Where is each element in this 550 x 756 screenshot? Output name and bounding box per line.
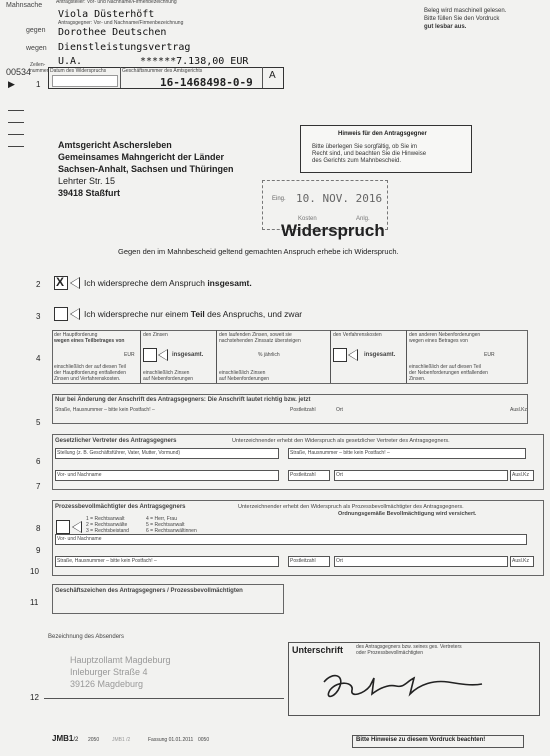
- col5-foot1: einschließlich der auf diesen Teil: [409, 364, 481, 370]
- row-marker-icon: ▶: [8, 79, 15, 89]
- section8-ausl-label: Ausl.Kz: [512, 558, 529, 564]
- row-number-8: 8: [36, 524, 41, 533]
- hint-line2: Recht sind, und beachten Sie die Hinweise: [312, 151, 427, 157]
- section5-street-label: Straße, Hausnummer – bitte kein Postfach! –: [55, 407, 155, 413]
- hint-line3: des Gerichts zum Mahnbescheid.: [312, 158, 402, 164]
- antragsteller-label: Antragsteller: Vor- und Nachname/Firmenbezeichnung: [56, 0, 177, 5]
- row-number-10: 10: [30, 567, 39, 576]
- note-line1: Beleg wird maschinell gelesen.: [424, 8, 507, 14]
- section6-street-field[interactable]: [288, 448, 526, 459]
- ua-value: U.A.: [58, 56, 83, 67]
- partial-objection-checkbox[interactable]: [54, 307, 68, 321]
- opt1: 1 = Rechtsanwalt: [86, 516, 125, 522]
- section8-name-field[interactable]: [55, 534, 527, 545]
- hint-title: Hinweis für den Antragsgegner: [338, 131, 427, 137]
- note-line2: Bitte füllen Sie den Vordruck: [424, 16, 500, 22]
- row-number-2: 2: [36, 280, 41, 289]
- col5-head2: wegen eines Betrages von: [409, 338, 468, 344]
- section5-ort-label: Ort: [336, 407, 343, 413]
- section8-street-label: Straße, Hausnummer – bitte kein Postfach! –: [57, 558, 157, 564]
- col2-check-label: insgesamt.: [172, 352, 204, 358]
- zeilen-label: Zeilen-nummer: [30, 62, 49, 74]
- page-title: Widerspruch: [281, 221, 385, 240]
- col2-head: den Zinsen: [143, 332, 168, 338]
- col1-foot3: Zinsen und Verfahrenskosten.: [54, 376, 121, 382]
- section8-name-label: Vor- und Nachname: [57, 536, 102, 542]
- zeilen-stamp: 00534: [6, 67, 32, 77]
- section6-ort-label: Ort: [336, 472, 343, 478]
- col4-head: den Verfahrenskosten: [333, 332, 382, 338]
- section8-ausl-field[interactable]: [510, 556, 534, 567]
- section6-street-label: Straße, Hausnummer – bitte kein Postfach! –: [290, 450, 390, 456]
- col3-head2: nachstehenden Zinssatz übersteigen: [219, 338, 301, 344]
- address-line5: 39418 Staßfurt: [58, 188, 121, 198]
- zinsen-checkbox[interactable]: [143, 348, 157, 362]
- datum-label: Datum des Widerspruchs: [50, 68, 107, 74]
- antragsteller-name: Viola Düsterhöft: [58, 9, 155, 20]
- section8-plz-label: Postleitzahl: [290, 558, 316, 564]
- col1-unit: EUR: [124, 352, 135, 358]
- address-line1: Amtsgericht Aschersleben: [58, 140, 172, 150]
- mahnsache-label: Mahnsache: [6, 2, 43, 9]
- opt5: 5 = Rechtsanwalt: [146, 522, 185, 528]
- hint-line1: Bitte überlegen Sie sorgfältig, ob Sie im: [312, 144, 418, 150]
- opt3: 3 = Rechtsbeistand: [86, 528, 129, 534]
- section6-ausl-label: Ausl.Kz: [512, 472, 529, 478]
- row-number-5: 5: [36, 418, 41, 427]
- row-number-1: 1: [36, 80, 41, 89]
- col5-head1: den anderen Nebenforderungen: [409, 332, 481, 338]
- stamp-eing: Eing.: [272, 196, 286, 202]
- sender-line1: Hauptzollamt Magdeburg: [70, 655, 171, 665]
- wegen-label: wegen: [26, 45, 47, 52]
- section5-ausl-label: Ausl.Kz: [510, 407, 527, 413]
- row-number-6: 6: [36, 457, 41, 466]
- opt2: 2 = Rechtsanwälte: [86, 522, 128, 528]
- arrow-icon: [70, 277, 80, 289]
- arrow-icon: [70, 308, 80, 320]
- row-number-9: 9: [36, 546, 41, 555]
- partial-objection-label: Ich widerspreche nur einem Teil des Anspruchs, und zwar: [84, 309, 303, 319]
- stamp-kosten: Kosten: [298, 216, 317, 222]
- address-line3: Sachsen-Anhalt, Sachsen und Thüringen: [58, 164, 234, 174]
- col3-foot2: auf Nebenforderungen: [219, 376, 270, 382]
- gegen-label: gegen: [26, 27, 46, 34]
- verfahrenskosten-checkbox[interactable]: [333, 348, 347, 362]
- stamp-date: 10. NOV. 2016: [296, 192, 383, 205]
- section8-plz-field[interactable]: [288, 556, 330, 567]
- col1-foot1: einschließlich der auf diesen Teil: [54, 364, 126, 370]
- arrow-icon: [158, 349, 168, 361]
- row-number-12: 12: [30, 693, 39, 702]
- absender-label: Bezeichnung des Absenders: [48, 634, 125, 640]
- checkbox-mark: X: [56, 275, 65, 289]
- sender-line3: 39126 Magdeburg: [70, 679, 144, 689]
- note-line3: gut lesbar aus.: [424, 24, 467, 30]
- col5-foot3: Zinsen.: [409, 376, 426, 382]
- full-objection-checkbox[interactable]: [54, 276, 68, 290]
- stellung-field[interactable]: [55, 448, 279, 459]
- amount-value: ******7.138,00 EUR: [140, 56, 249, 67]
- col1-head2: wegen eines Teilbetrages von: [54, 338, 125, 344]
- wegen-value: Dienstleistungsvertrag: [58, 42, 191, 53]
- signature-title: Unterschrift: [292, 645, 344, 655]
- form-code: 2050: [88, 737, 100, 743]
- signature-note2: oder Prozessbevollmächtigten: [356, 650, 423, 656]
- section6-plz-label: Postleitzahl: [290, 472, 316, 478]
- row-number-7: 7: [36, 482, 41, 491]
- attorney-type-checkbox[interactable]: [56, 520, 70, 534]
- handwritten-signature: [310, 660, 490, 708]
- col3-foot1: einschließlich Zinsen: [219, 370, 266, 376]
- section11-title: Geschäftszeichen des Antragsgegners / Prozessbevollmächtigten: [55, 588, 243, 594]
- section8-ort-label: Ort: [336, 558, 343, 564]
- section6-name-label: Vor- und Nachname: [57, 472, 102, 478]
- antragsgegner-name: Dorothee Deutschen: [58, 27, 167, 38]
- footer-hint: Bitte Hinweise zu diesem Vordruck beachten!: [356, 737, 486, 743]
- form-code2: 0050: [198, 737, 210, 743]
- stamp-anlg: Anlg.: [356, 216, 370, 222]
- subtitle: Gegen den im Mahnbescheid geltend gemachten Anspruch erhebe ich Widerspruch.: [118, 247, 399, 256]
- section6-ausl-field[interactable]: [510, 470, 534, 481]
- form-id: JMB1/2: [52, 734, 79, 743]
- geschaeftsnummer-label: Geschäftsnummer des Amtsgerichts: [122, 68, 203, 74]
- col1-foot2: der Hauptforderung entfallenden: [54, 370, 126, 376]
- col3-unit: % jährlich: [258, 352, 280, 358]
- section8-note2: Ordnungsgemäße Bevollmächtigung wird versichert.: [338, 511, 477, 517]
- row-number-4: 4: [36, 354, 41, 363]
- opt6: 6 = Rechtsanwältinnen: [146, 528, 197, 534]
- datum-field[interactable]: [52, 75, 118, 87]
- section6-ort-field[interactable]: [334, 470, 508, 481]
- sender-line2: Inleburger Straße 4: [70, 667, 148, 677]
- opt4: 4 = Herr, Frau: [146, 516, 177, 522]
- stellung-label: Stellung (z. B. Geschäftsführer, Vater, Mutter, Vormund): [57, 450, 181, 456]
- address-line4: Lehrter Str. 15: [58, 176, 116, 186]
- col5-unit: EUR: [484, 352, 495, 358]
- col1-head1: der Hauptforderung: [54, 332, 98, 338]
- form-id2: JMB1 /2: [112, 737, 131, 743]
- col3-head1: den laufenden Zinsen, soweit sie: [219, 332, 292, 338]
- signature-note1: des Antragsgegners bzw. seines ges. Vertreters: [356, 644, 462, 650]
- section6-name-field[interactable]: [55, 470, 279, 481]
- antragsgegner-label: Antragsgegner: Vor- und Nachname/Firmenbezeichnung: [58, 20, 184, 26]
- full-objection-label: Ich widerspreche dem Anspruch insgesamt.: [84, 278, 252, 288]
- section8-street-field[interactable]: [55, 556, 279, 567]
- col2-foot1: einschließlich Zinsen: [143, 370, 190, 376]
- section6-note: Unterzeichnender erhebt den Widerspruch als gesetzlicher Vertreter des Antragsgegners.: [232, 438, 450, 444]
- col5-foot2: der Nebenforderungen entfallenden: [409, 370, 488, 376]
- geschaeftsnummer-value: 16-1468498-0-9: [160, 76, 253, 89]
- geschaeftsnummer-suffix: A: [269, 70, 276, 81]
- col4-check-label: insgesamt.: [364, 352, 396, 358]
- address-line2: Gemeinsames Mahngericht der Länder: [58, 152, 225, 162]
- section8-ort-field[interactable]: [334, 556, 508, 567]
- row-number-11: 11: [30, 598, 39, 607]
- arrow-icon: [348, 349, 358, 361]
- section8-title: Prozessbevollmächtigter des Antragsgegners: [55, 504, 186, 510]
- col2-foot2: auf Nebenforderungen: [143, 376, 194, 382]
- section5-title: Nur bei Änderung der Anschrift des Antragsgegners: Die Anschrift lautet richtig bzw. jetzt: [55, 397, 311, 403]
- section6-plz-field[interactable]: [288, 470, 330, 481]
- row-number-3: 3: [36, 312, 41, 321]
- form-edition: Fassung 01.01.2011: [148, 737, 194, 743]
- section8-note1: Unterzeichnender erhebt den Widerspruch als Prozessbevollmächtigter des Antragsgegners.: [238, 504, 464, 510]
- section5-plz-label: Postleitzahl: [290, 407, 316, 413]
- arrow-icon: [72, 521, 82, 533]
- section6-title: Gesetzlicher Vertreter des Antragsgegners: [55, 438, 177, 444]
